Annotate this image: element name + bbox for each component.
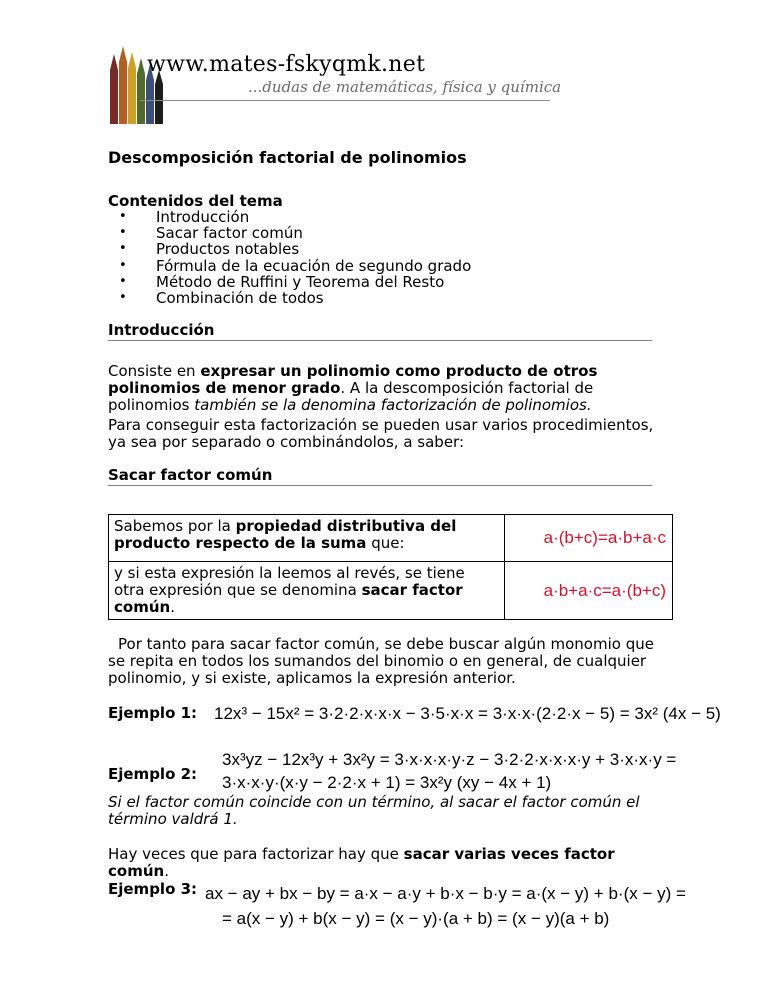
procedures-paragraph: Para conseguir esta factorización se pueden usar varios procedimientos, ya sea por separado o combinándolos, a saber:	[108, 416, 654, 451]
example-3-formula-line1: ax − ay + bx − by = a·x − a·y + b·x − b·y = a·(x − y) + b·(x − y) =	[205, 884, 686, 903]
toc-item: • Productos notables	[108, 241, 471, 257]
example-1-formula: 12x³ − 15x² = 3·2·2·x·x·x − 3·5·x·x = 3·x·x·(2·2·x − 5) = 3x² (4x − 5)	[214, 704, 721, 723]
multiple-factor-paragraph: Hay veces que para factorizar hay que sacar varias veces factor común.	[108, 845, 615, 880]
document-title: Descomposición factorial de polinomios	[108, 148, 467, 167]
toc-item: • Sacar factor común	[108, 225, 471, 241]
formula-distributive: a·(b+c)=a·b+a·c	[505, 515, 673, 562]
contents-heading: Contenidos del tema	[108, 192, 283, 210]
note-paragraph: Si el factor común coincide con un término, al sacar el factor común el término valdrá 1.	[108, 793, 640, 828]
table-of-contents	[108, 209, 471, 306]
section-heading-factor-comun: Sacar factor común	[108, 466, 652, 486]
toc-item: • Método de Ruffini y Teorema del Resto	[108, 274, 471, 290]
toc-item: • Fórmula de la ecuación de segundo grado	[108, 258, 471, 274]
table-cell-text: y si esta expresión la leemos al revés, se tiene otra expresión que se denomina sacar factor común.	[109, 562, 505, 620]
toc-item: • Combinación de todos	[108, 290, 471, 306]
example-1-label: Ejemplo 1:	[108, 704, 198, 722]
factor-paragraph: Por tanto para sacar factor común, se debe buscar algún monomio que se repita en todos los sumandos del binomio o en general, de cualquier polinomio, y si existe, aplicamos la expresión anterior.	[108, 635, 654, 687]
example-2-formula-line1: 3x³yz − 12x³y + 3x²y = 3·x·x·x·y·z − 3·2·2·x·x·x·y + 3·x·x·y =	[222, 750, 677, 769]
formula-factor-comun: a·b+a·c=a·(b+c)	[505, 562, 673, 620]
site-url: www.mates-fskyqmk.net	[147, 52, 426, 77]
example-2-formula-line2: 3·x·x·y·(x·y − 2·2·x + 1) = 3x²y (xy − 4x + 1)	[222, 773, 552, 792]
toc-item: • Introducción	[108, 209, 471, 225]
example-3-label: Ejemplo 3:	[108, 880, 198, 898]
example-2-label: Ejemplo 2:	[108, 765, 198, 783]
distributive-property-table	[108, 514, 673, 620]
table-cell-text: Sabemos por la propiedad distributiva del producto respecto de la suma que:	[109, 515, 505, 562]
logo-divider	[140, 100, 550, 101]
site-tagline: ...dudas de matemáticas, física y química	[248, 78, 562, 96]
section-heading-introduccion: Introducción	[108, 321, 652, 341]
example-3-formula-line2: = a(x − y) + b(x − y) = (x − y)·(a + b) = (x − y)(a + b)	[222, 909, 610, 928]
intro-paragraph: Consiste en expresar un polinomio como producto de otros polinomios de menor grado. A la descomposición factorial de polinomios también se la denomina factorización de polinomios.	[108, 362, 598, 414]
